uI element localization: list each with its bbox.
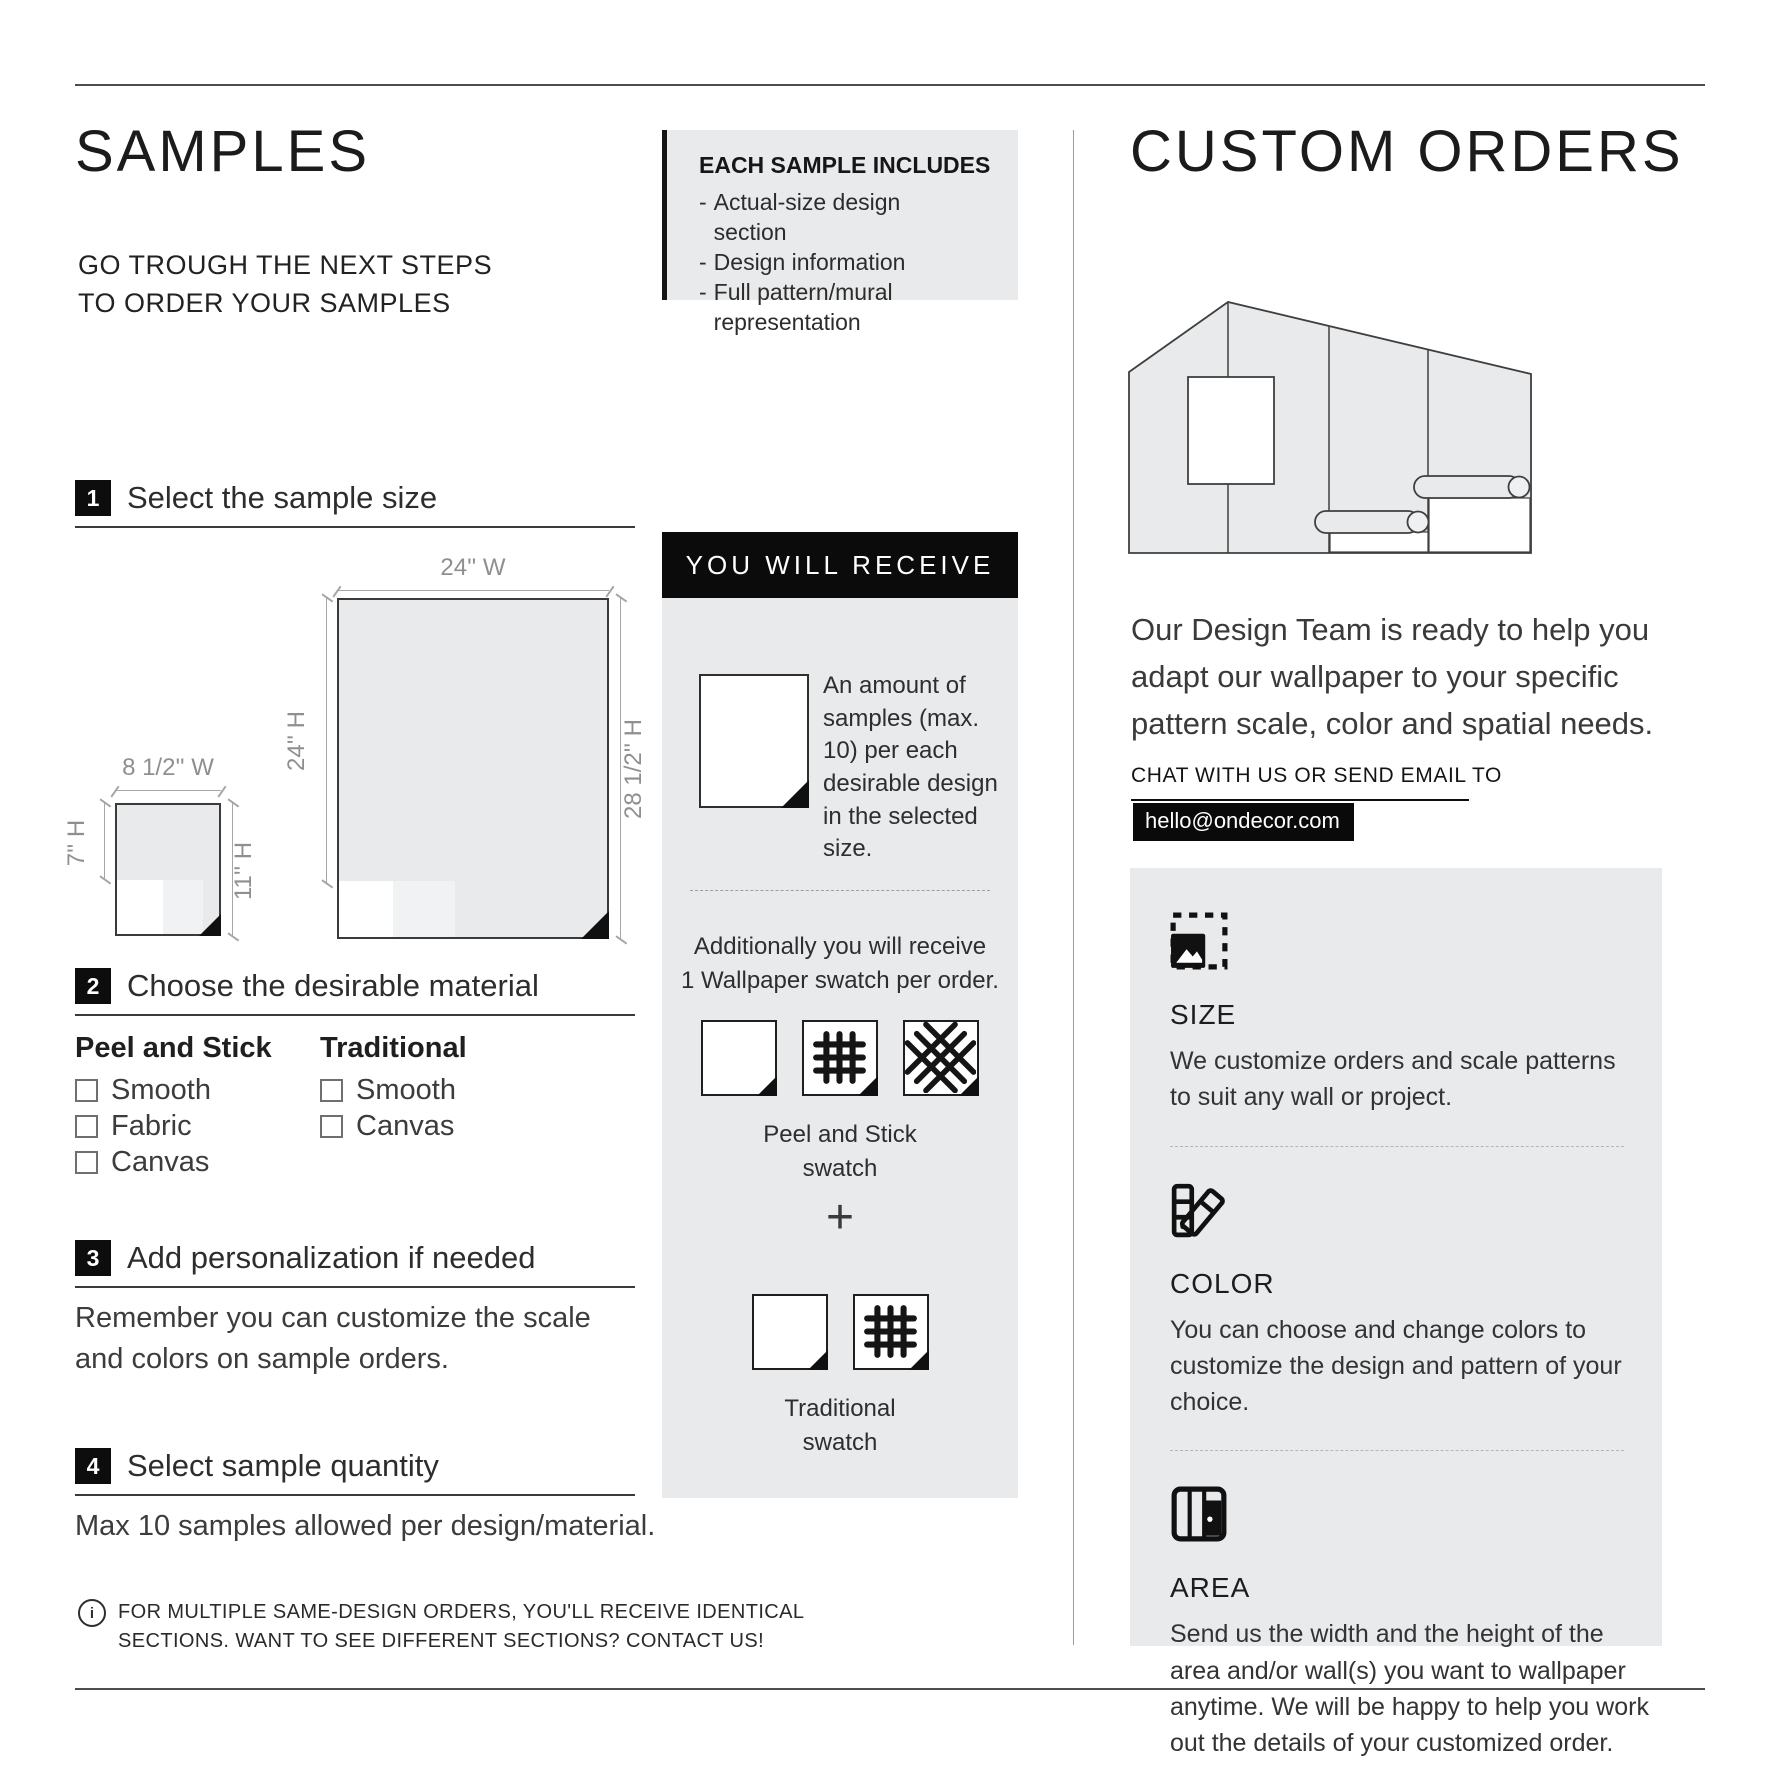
checkbox-traditional-canvas[interactable] xyxy=(320,1115,343,1138)
step-2-title: Choose the desirable material xyxy=(127,968,539,1003)
footnote-text: FOR MULTIPLE SAME-DESIGN ORDERS, YOU'LL RECEIVE IDENTICAL SECTIONS. WANT TO SEE DIFFERENT SECTIONS? CONTACT US! xyxy=(118,1601,805,1652)
grid-swatch-icon xyxy=(802,1020,878,1096)
includes-item xyxy=(699,278,934,338)
sheet-fold-corner xyxy=(781,780,809,808)
step-3-title: Add personalization if needed xyxy=(127,1240,536,1275)
material-option-row xyxy=(320,1074,456,1107)
checkbox-peel-canvas[interactable] xyxy=(75,1151,98,1174)
step-3-body: Remember you can customize the scale and colors on sample orders. xyxy=(75,1302,591,1376)
samples-intro: GO TROUGH THE NEXT STEPS TO ORDER YOUR SAMPLES xyxy=(78,250,493,319)
small-sample-width-dimline xyxy=(115,790,221,791)
checkbox-traditional-smooth[interactable] xyxy=(320,1079,343,1102)
peel-swatch-label: Peel and Stick swatch xyxy=(763,1121,917,1182)
material-option-label: Smooth xyxy=(356,1074,456,1106)
material-option-label: Smooth xyxy=(111,1074,211,1106)
peel-swatch-row xyxy=(701,1020,979,1096)
plain-swatch-icon xyxy=(752,1294,828,1370)
feature-size-name: SIZE xyxy=(1170,999,1237,1030)
small-sample-swatch-area xyxy=(163,880,203,934)
large-sample-fold-corner xyxy=(581,911,609,939)
material-option-row xyxy=(320,1110,454,1143)
includes-item-text: Actual-size design section xyxy=(713,189,901,245)
includes-item xyxy=(699,248,934,278)
sample-sheet-icon xyxy=(699,674,809,808)
step-4-title: Select sample quantity xyxy=(127,1448,439,1483)
material-group-peel-title: Peel and Stick xyxy=(75,1032,272,1064)
plain-swatch-icon xyxy=(701,1020,777,1096)
swatch-fold-corner xyxy=(959,1076,979,1096)
samples-title: SAMPLES xyxy=(75,119,370,184)
large-sample-width-label: 24'' W xyxy=(440,554,506,581)
small-sample-hleft-label: 7'' H xyxy=(63,819,90,867)
includes-item-text: Full pattern/mural representation xyxy=(713,278,893,335)
bullet: - xyxy=(699,189,707,215)
material-option-label: Canvas xyxy=(356,1110,455,1142)
additional-swatch-note: Additionally you will receive 1 Wallpaper swatch per order. xyxy=(681,933,999,994)
bullet: - xyxy=(699,248,707,275)
small-sample-section xyxy=(117,880,163,934)
custom-features-panel xyxy=(1130,868,1662,1757)
step-3-number: 3 xyxy=(75,1240,111,1276)
custom-orders-title: CUSTOM ORDERS xyxy=(1130,119,1684,184)
includes-item xyxy=(699,188,934,248)
material-option-label: Fabric xyxy=(111,1110,192,1142)
swatch-fold-corner xyxy=(808,1350,828,1370)
wall-door-icon xyxy=(1170,1485,1228,1543)
feature-area-name: AREA xyxy=(1170,1572,1251,1604)
feature-color-name: COLOR xyxy=(1170,1267,1275,1299)
top-rule xyxy=(75,84,1705,86)
large-sample-hright-label: 28 1/2'' H xyxy=(620,719,647,819)
chat-label: CHAT WITH US OR SEND EMAIL TO xyxy=(1131,764,1502,787)
column-divider xyxy=(1073,130,1074,1645)
custom-orders-intro: Our Design Team is ready to help you adapt our wallpaper to your specific pattern scale, color and spatial needs. xyxy=(1131,612,1654,742)
scale-image-icon xyxy=(1170,912,1228,970)
dashed-divider xyxy=(690,890,990,891)
feature-size-text: We customize orders and scale patterns to suit any wall or project. xyxy=(1170,1047,1616,1112)
receive-samples-text: An amount of samples (max. 10) per each desirable design in the selected size. xyxy=(823,672,998,863)
color-swatches-icon xyxy=(1170,1181,1228,1239)
material-group-traditional-title: Traditional xyxy=(320,1032,467,1064)
you-will-receive-header: YOU WILL RECEIVE xyxy=(662,532,1018,598)
step-1-title: Select the sample size xyxy=(127,480,438,515)
large-sample-section xyxy=(339,881,393,937)
you-will-receive-panel xyxy=(662,598,1018,1498)
small-sample-hright-label: 11'' H xyxy=(230,841,257,901)
traditional-swatch-label: Traditional swatch xyxy=(784,1395,896,1456)
dashed-divider xyxy=(1170,1450,1624,1451)
large-sample-swatch-area xyxy=(393,881,455,937)
chat-underline xyxy=(1131,799,1469,801)
step-1-number: 1 xyxy=(75,480,111,516)
checkbox-peel-smooth[interactable] xyxy=(75,1079,98,1102)
traditional-swatch-row xyxy=(752,1294,929,1370)
small-sample-width-label: 8 1/2'' W xyxy=(122,754,214,781)
small-sample-hleft-dimline xyxy=(104,803,105,879)
includes-title: EACH SAMPLE INCLUDES xyxy=(699,152,991,178)
small-sample-diagram xyxy=(115,803,221,936)
info-circle-icon: i xyxy=(78,1599,106,1627)
step-4-number: 4 xyxy=(75,1448,111,1484)
step-3-header xyxy=(75,1240,635,1288)
step-2-number: 2 xyxy=(75,968,111,1004)
includes-item-text: Design information xyxy=(713,248,906,275)
large-sample-hleft-label: 24'' H xyxy=(283,711,310,771)
feature-color-text: You can choose and change colors to customize the design and pattern of your choice. xyxy=(1170,1315,1622,1416)
material-option-row xyxy=(75,1110,192,1143)
swatch-fold-corner xyxy=(858,1076,878,1096)
small-sample-fold-corner xyxy=(199,914,221,936)
checkbox-peel-fabric[interactable] xyxy=(75,1115,98,1138)
large-sample-hleft-dimline xyxy=(326,598,327,883)
step-4-body: Max 10 samples allowed per design/material. xyxy=(75,1510,656,1542)
feature-area-text: Send us the width and the height of the area and/or wall(s) you want to wallpaper anytime. We will be happy to help you work out the details of your customized order. xyxy=(1170,1620,1649,1757)
grid-swatch-icon xyxy=(853,1294,929,1370)
large-sample-diagram xyxy=(337,598,609,939)
swatch-fold-corner xyxy=(909,1350,929,1370)
step-2-header xyxy=(75,968,635,1016)
dashed-divider xyxy=(1170,1146,1624,1147)
crosshatch-swatch-icon xyxy=(903,1020,979,1096)
swatch-fold-corner xyxy=(757,1076,777,1096)
large-sample-width-dimline xyxy=(337,590,609,591)
step-4-header xyxy=(75,1448,635,1496)
house-wallpaper-illustration xyxy=(1128,290,1533,555)
footnote xyxy=(78,1598,804,1656)
material-option-row xyxy=(75,1074,211,1107)
email-address[interactable]: hello@ondecor.com xyxy=(1133,803,1354,841)
material-option-row xyxy=(75,1146,209,1179)
plus-sign: + xyxy=(825,1191,855,1244)
step-1-header xyxy=(75,480,635,528)
each-sample-includes-box xyxy=(662,130,1018,335)
bullet: - xyxy=(699,278,707,305)
material-option-label: Canvas xyxy=(111,1146,210,1178)
